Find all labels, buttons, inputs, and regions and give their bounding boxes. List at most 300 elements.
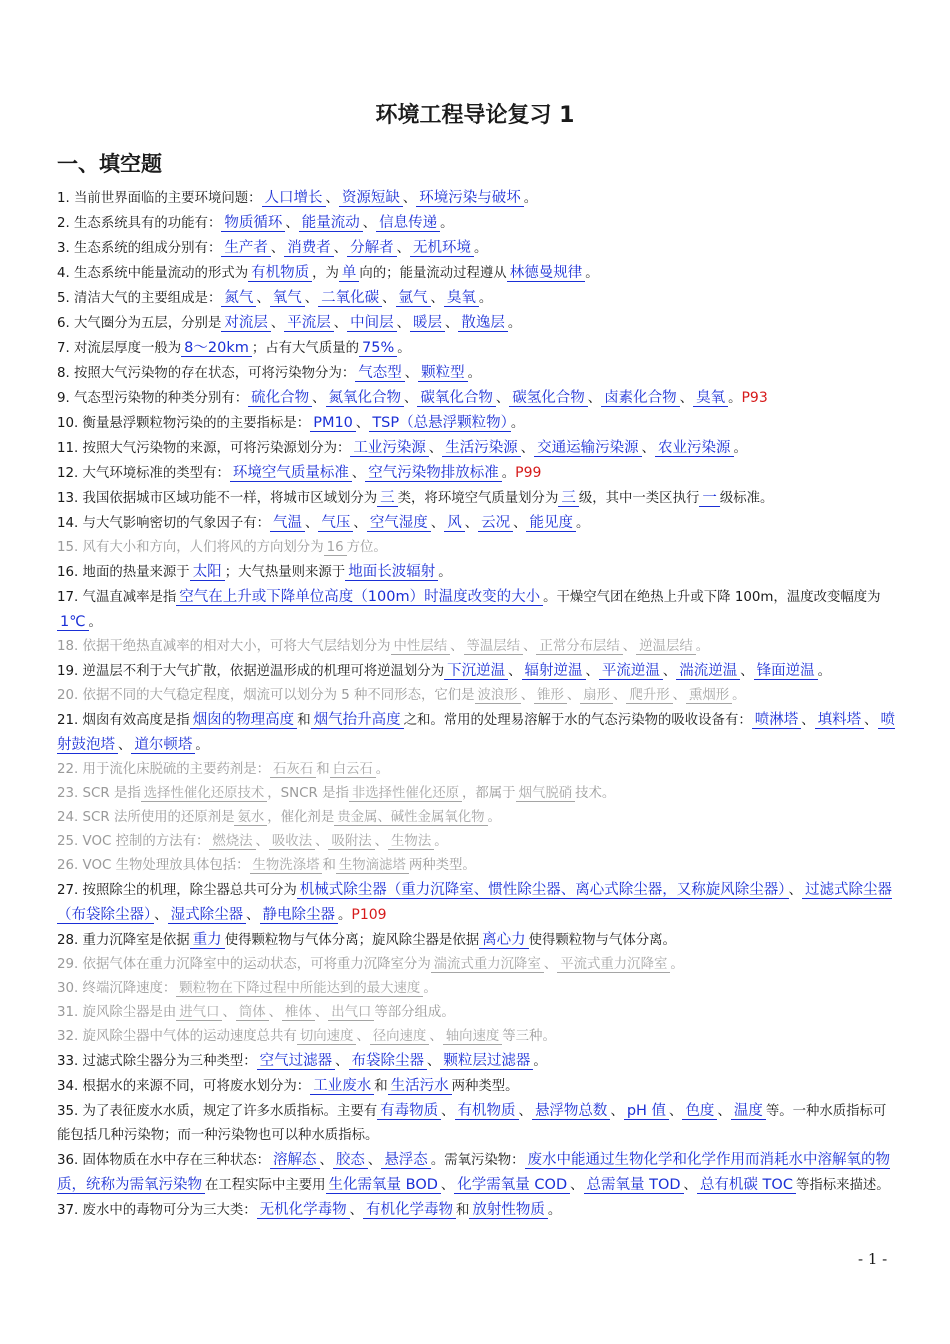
answer-blank: 颗粒层过滤器 [440, 1053, 533, 1070]
question-text: 使得颗粒物与气体分离；旋风除尘器是依据 [224, 933, 480, 948]
answer-blank: 1℃ [57, 614, 89, 631]
question-text: 。 [501, 466, 516, 481]
question-text: 、 [495, 391, 510, 406]
page-reference: P99 [515, 465, 542, 481]
question-text: 、 [440, 1178, 455, 1193]
answer-blank: 径向速度 [370, 1029, 430, 1045]
answer-blank: 椎体 [282, 1005, 315, 1021]
question-text: 、 [543, 957, 558, 972]
question-text: 。 [817, 664, 832, 679]
answer-blank: 布袋除尘器 [349, 1053, 428, 1070]
answer-blank: 中间层 [347, 315, 397, 332]
question-text: 35. 为了表征废水水质，规定了许多水质指标。主要有 [57, 1104, 378, 1119]
answer-blank: 三 [377, 490, 398, 507]
question-item [57, 1049, 897, 1074]
answer-blank: 能量流动 [299, 215, 363, 232]
question-text: 。 [478, 291, 493, 306]
question-text: 。 [695, 639, 710, 654]
question-text: 、 [683, 1178, 697, 1193]
question-text: 。 [438, 565, 452, 580]
question-text: 、 [402, 191, 417, 206]
answer-blank: 气压 [318, 515, 353, 532]
question-text: 。 [487, 810, 501, 825]
question-text: 36. 固体物质在水中存在三种状态： [57, 1153, 271, 1168]
answer-blank: 8～20km [181, 340, 252, 357]
question-item [57, 830, 897, 854]
question-text: 两种类型。 [451, 1079, 519, 1094]
answer-blank: 无机化学毒物 [257, 1202, 350, 1219]
question-text: 、 [445, 316, 459, 331]
question-item [57, 1198, 897, 1223]
question-item [57, 1074, 897, 1099]
answer-blank: 臭氧 [693, 390, 728, 407]
answer-blank: 胶态 [333, 1152, 368, 1169]
question-text: 。 [195, 738, 209, 753]
question-item [57, 436, 897, 461]
answer-blank: 生化需氧量 BOD [326, 1177, 441, 1194]
question-text: 。 [440, 216, 454, 231]
answer-blank: 锥形 [534, 688, 567, 704]
answer-blank: 人口增长 [262, 190, 326, 207]
question-text: 、 [268, 1005, 283, 1020]
answer-blank: 悬浮物总数 [532, 1103, 611, 1120]
answer-blank: 离心力 [479, 932, 529, 949]
answer-blank: 锋面逆温 [754, 663, 818, 680]
question-text: 25. VOC 控制的方法有： [57, 834, 210, 849]
answer-blank: 重力 [190, 932, 225, 949]
question-text: 。 [733, 441, 747, 456]
question-text: 、 [864, 713, 878, 728]
answer-blank: 空气过滤器 [257, 1053, 336, 1070]
answer-blank: 工业废水 [310, 1078, 374, 1095]
answer-blank: 温度 [731, 1103, 766, 1120]
answer-blank: 吸附法 [328, 834, 374, 850]
question-item [57, 659, 897, 684]
answer-blank: 氮氧化合物 [326, 390, 405, 407]
question-item [57, 878, 897, 928]
question-text: ，都属于 [462, 786, 516, 801]
question-text: 19. 逆温层不利于大气扩散，依据逆温形成的机理可将逆温划分为 [57, 664, 445, 679]
question-text: 、 [428, 441, 443, 456]
question-text: 26. VOC 生物处理放具体包括： [57, 858, 250, 873]
question-text: 和 [374, 1079, 388, 1094]
answer-blank: 平流层 [284, 315, 334, 332]
answer-blank: 氮气 [221, 290, 256, 307]
answer-blank: 卤素化合物 [601, 390, 680, 407]
question-text: 8. 按照大气污染物的存在状态，可将污染物分为： [57, 366, 356, 381]
answer-blank: 风 [444, 515, 465, 532]
answer-blank: 空气在上升或下降单位高度（100m）时温度改变的大小 [176, 589, 543, 606]
answer-blank: 下沉逆温 [444, 663, 508, 680]
question-text: 、 [613, 688, 627, 703]
answer-blank: 选择性催化还原技术 [141, 786, 268, 802]
question-item [57, 461, 897, 486]
question-text: 。 [338, 908, 352, 923]
answer-blank: 有毒物质 [377, 1103, 441, 1120]
answer-blank: 一 [699, 490, 720, 507]
question-text: 、 [429, 1029, 443, 1044]
question-text: 12. 大气环境标准的类型有： [57, 466, 230, 481]
answer-blank: 地面长波辐射 [345, 564, 438, 581]
question-text: 14. 与大气影响密切的气象因子有： [57, 516, 271, 531]
question-text: 之和。常用的处理易溶解于水的气态污染物的吸收设备有： [403, 713, 752, 728]
question-text: 。 [728, 391, 742, 406]
question-text: 30. 终端沉降速度： [57, 981, 177, 996]
question-text: 、 [353, 516, 367, 531]
question-item [57, 236, 897, 261]
answer-blank: 吸收法 [269, 834, 315, 850]
question-text: 、 [349, 1203, 364, 1218]
question-text: 。 [575, 516, 590, 531]
answer-blank: 辐射逆温 [522, 663, 586, 680]
answer-blank: 生产者 [221, 240, 271, 257]
question-text: 、 [520, 688, 535, 703]
question-text: 。 [670, 957, 684, 972]
question-text: 、 [801, 713, 815, 728]
question-text: 和 [322, 858, 336, 873]
page-number: - 1 - [858, 1250, 888, 1268]
answer-blank: 烟气脱硝 [516, 786, 576, 802]
question-text: 、 [427, 1054, 441, 1069]
answer-blank: 总需氧量 TOD [584, 1177, 684, 1194]
question-text: 在工程实际中主要用 [205, 1178, 326, 1193]
question-text: 、 [641, 441, 656, 456]
question-text: 。 [585, 266, 599, 281]
answer-blank: TSP（总悬浮颗粒物） [369, 415, 511, 432]
answer-blank: 碳氧化合物 [417, 390, 496, 407]
question-text: ，SNCR 是指 [267, 786, 349, 801]
question-text: 13. 我国依据城市区域功能不一样，将城市区域划分为 [57, 491, 378, 506]
question-item [57, 1001, 897, 1025]
question-text: 。 [467, 366, 482, 381]
question-text: 、 [518, 1104, 532, 1119]
answer-blank: 中性层结 [391, 639, 451, 655]
question-text: 使得颗粒物与气体分离。 [528, 933, 676, 948]
question-text: 向的；能量流动过程遵从 [359, 266, 507, 281]
answer-blank: 熏烟形 [686, 688, 732, 704]
question-text: 、 [508, 664, 522, 679]
question-list [57, 186, 897, 1223]
answer-blank: 贵金属、碱性金属氧化物 [334, 810, 487, 826]
question-item [57, 486, 897, 511]
question-text: 、 [314, 1005, 329, 1020]
question-text: 23. SCR 是指 [57, 786, 141, 801]
question-text: 。 [423, 981, 437, 996]
question-text: 、 [305, 516, 319, 531]
answer-blank: 能见度 [526, 515, 576, 532]
question-text: 、 [566, 688, 581, 703]
answer-blank: 悬浮态 [381, 1152, 431, 1169]
answer-blank: 平流式重力沉降室 [557, 957, 670, 973]
question-item [57, 211, 897, 236]
question-text: 、 [396, 316, 411, 331]
page-reference: P93 [741, 390, 768, 406]
answer-blank: 石灰石 [270, 762, 316, 778]
answer-blank: 喷射鼓泡塔 [57, 712, 896, 753]
answer-blank: 化学需氧量 COD [454, 1177, 570, 1194]
question-text: 、 [587, 391, 602, 406]
question-item [57, 186, 897, 211]
answer-blank: 有机物质 [455, 1103, 519, 1120]
question-text: 、 [404, 366, 419, 381]
answer-blank: 等温层结 [464, 639, 524, 655]
answer-blank: 生活污染源 [442, 440, 521, 457]
question-text: 、 [788, 883, 802, 898]
answer-blank: 暖层 [410, 315, 445, 332]
answer-blank: 75% [359, 340, 397, 357]
question-text: 、 [315, 834, 329, 849]
question-text: 10. 衡量悬浮颗粒物污染的的主要指标是： [57, 416, 311, 431]
question-text: 、 [362, 216, 377, 231]
question-text: 、 [319, 1153, 333, 1168]
answer-blank: 氨水 [234, 810, 267, 826]
question-text: 、 [367, 1153, 382, 1168]
answer-blank: 有机化学毒物 [363, 1202, 456, 1219]
answer-blank: 生物洗涤塔 [250, 858, 323, 874]
question-text: 。 [523, 191, 538, 206]
question-text: 。 [547, 1203, 562, 1218]
question-text: 。 [375, 762, 390, 777]
question-text: 17. 气温直减率是指 [57, 590, 177, 605]
section-heading: 一、填空题 [57, 152, 162, 176]
question-text: 、 [312, 391, 326, 406]
question-text: 。 [507, 316, 522, 331]
question-text: 、 [374, 834, 389, 849]
question-text: 、 [270, 316, 285, 331]
question-text: 、 [222, 1005, 236, 1020]
question-text: 1. 当前世界面临的主要环境问题： [57, 191, 262, 206]
question-text: 27. 按照除尘的机理，除尘器总共可分为 [57, 883, 297, 898]
question-text: 、 [520, 441, 535, 456]
answer-blank: 波浪形 [475, 688, 521, 704]
answer-blank: PM10 [310, 415, 356, 432]
question-item [57, 560, 897, 585]
question-text: 。 [533, 1054, 547, 1069]
question-text: 。需氧污染物： [430, 1153, 525, 1168]
answer-blank: 道尔顿塔 [131, 737, 195, 754]
answer-blank: 静电除尘器 [260, 907, 339, 924]
question-text: 和 [316, 762, 330, 777]
question-text: 6. 大气圈分为五层，分别是 [57, 316, 222, 331]
question-text: 2. 生态系统具有的功能有： [57, 216, 222, 231]
answer-blank: 农业污染源 [655, 440, 734, 457]
answer-blank: 空气湿度 [367, 515, 431, 532]
answer-blank: 扇形 [580, 688, 613, 704]
answer-blank: 出气口 [328, 1005, 374, 1021]
question-text: 和 [456, 1203, 470, 1218]
question-item [57, 953, 897, 977]
answer-blank: 颗粒物在下降过程中所能达到的最大速度 [176, 981, 423, 997]
answer-blank: 氧气 [270, 290, 305, 307]
answer-blank: 消费者 [284, 240, 334, 257]
question-text: 。 [434, 834, 448, 849]
answer-blank: 正常分布层结 [536, 639, 622, 655]
question-text: 、 [610, 1104, 624, 1119]
question-item [57, 708, 897, 758]
question-text: 。 [474, 241, 488, 256]
question-text: ；大气热量则来源于 [224, 565, 346, 580]
answer-blank: 废水中能通过生物化学和化学作用而消耗水中溶解氧的物质，统称为需氧污染物 [57, 1152, 891, 1193]
question-text: 、 [622, 639, 637, 654]
question-item [57, 758, 897, 782]
question-text: 等。一种水质指标可能包括几种污染物；而一种污染物也可以种水质指标。 [57, 1104, 887, 1143]
question-text: 、 [382, 291, 396, 306]
page-title: 环境工程导论复习 1 [375, 103, 575, 128]
answer-blank: 散逸层 [458, 315, 508, 332]
question-text: 、 [304, 291, 319, 306]
question-text: 、 [154, 908, 168, 923]
question-text: 、 [717, 1104, 731, 1119]
question-item [57, 1025, 897, 1049]
question-text: 、 [464, 516, 479, 531]
answer-blank: 轴向速度 [443, 1029, 503, 1045]
answer-blank: 臭氧 [444, 290, 479, 307]
answer-blank: 平流逆温 [599, 663, 663, 680]
answer-blank: 环境污染与破坏 [416, 190, 524, 207]
question-text: 。干燥空气团在绝热上升或下降 100m，温度改变幅度为 [543, 590, 881, 605]
question-text: 、 [356, 1029, 370, 1044]
question-item [57, 928, 897, 953]
question-text: 方位。 [346, 540, 387, 555]
answer-blank: 云况 [478, 515, 513, 532]
question-text: 21. 烟囱有效高度是指 [57, 713, 190, 728]
question-text: ；占有大气质量的 [251, 341, 359, 356]
answer-blank: 无机环境 [410, 240, 474, 257]
question-text: 20. 依据不同的大气稳定程度，烟流可以划分为 5 种不同形态，它们是 [57, 688, 475, 703]
question-item [57, 977, 897, 1001]
question-item [57, 854, 897, 878]
answer-blank: 湍流逆温 [676, 663, 740, 680]
answer-blank: 氩气 [396, 290, 431, 307]
answer-blank: 气态型 [355, 365, 405, 382]
question-text: 3. 生态系统的组成分别有： [57, 241, 222, 256]
question-item [57, 286, 897, 311]
question-text: 、 [404, 391, 418, 406]
answer-blank: 湍流式重力沉降室 [431, 957, 544, 973]
answer-blank: 分解者 [347, 240, 397, 257]
question-item [57, 411, 897, 436]
question-text: 、 [118, 738, 132, 753]
question-text: 11. 按照大气污染物的来源，可将污染源划分为： [57, 441, 351, 456]
question-text: ，催化剂是 [267, 810, 335, 825]
answer-blank: pH 值 [624, 1103, 669, 1120]
answer-blank: 非选择性催化还原 [349, 786, 462, 802]
question-text: 。 [397, 341, 411, 356]
answer-blank: 烟气抬升高度 [311, 712, 404, 729]
answer-blank: 环境空气质量标准 [230, 465, 352, 482]
question-item [57, 1148, 897, 1198]
page-reference: P109 [351, 907, 387, 923]
question-item [57, 585, 897, 635]
question-text: 、 [430, 516, 445, 531]
question-text: 、 [255, 834, 269, 849]
question-text: 33. 过滤式除尘器分为三种类型： [57, 1054, 257, 1069]
question-item [57, 1099, 897, 1148]
question-text: 、 [585, 664, 599, 679]
answer-blank: 资源短缺 [339, 190, 403, 207]
question-text: 32. 旋风除尘器中气体的运动速度总共有 [57, 1029, 297, 1044]
question-item [57, 806, 897, 830]
question-text: 级标准。 [719, 491, 774, 506]
answer-blank: 湿式除尘器 [168, 907, 247, 924]
question-text: 、 [523, 639, 537, 654]
question-text: 、 [285, 216, 299, 231]
question-text: 18. 依据干绝热直减率的相对大小，可将大气层结划分为 [57, 639, 391, 654]
answer-blank: 白云石 [330, 762, 376, 778]
question-text: 、 [570, 1178, 584, 1193]
question-text: ，为 [312, 266, 339, 281]
question-text: 28. 重力沉降室是依据 [57, 933, 190, 948]
question-text: 、 [351, 466, 366, 481]
question-text: 级，其中一类区执行 [578, 491, 700, 506]
question-text: 16. 地面的热量来源于 [57, 565, 190, 580]
answer-blank: 放射性物质 [469, 1202, 548, 1219]
question-item [57, 361, 897, 386]
question-text: 、 [672, 688, 686, 703]
question-item [57, 336, 897, 361]
answer-blank: 喷淋塔 [752, 712, 802, 729]
question-item [57, 386, 897, 411]
answer-blank: 交通运输污染源 [534, 440, 642, 457]
question-text: 、 [333, 241, 348, 256]
question-text: 、 [679, 391, 694, 406]
question-text: 、 [355, 416, 370, 431]
question-text: 等指标来描述。 [795, 1178, 890, 1193]
question-text: 等部分组成。 [374, 1005, 455, 1020]
question-text: 、 [396, 241, 411, 256]
question-text: 和 [297, 713, 311, 728]
answer-blank: 信息传递 [376, 215, 440, 232]
question-text: 技术。 [575, 786, 616, 801]
answer-blank: 硫化合物 [248, 390, 312, 407]
question-item [57, 635, 897, 659]
answer-blank: 逆温层结 [636, 639, 696, 655]
answer-blank: 工业污染源 [350, 440, 429, 457]
question-text: 。 [88, 615, 102, 630]
answer-blank: 林德曼规律 [507, 265, 586, 282]
question-item [57, 311, 897, 336]
answer-blank: 物质循环 [221, 215, 285, 232]
question-text: 。 [732, 688, 746, 703]
answer-blank: 燃烧法 [209, 834, 255, 850]
question-text: 、 [325, 191, 339, 206]
question-text: 4. 生态系统中能量流动的形式为 [57, 266, 249, 281]
question-text: 类，将环境空气质量划分为 [397, 491, 559, 506]
question-item [57, 511, 897, 536]
answer-blank: 对流层 [221, 315, 271, 332]
answer-blank: 生活污水 [388, 1078, 452, 1095]
question-text: 、 [430, 291, 444, 306]
question-text: 、 [662, 664, 677, 679]
question-item [57, 782, 897, 806]
answer-blank: 颗粒型 [418, 365, 468, 382]
answer-blank: 填料塔 [815, 712, 865, 729]
answer-blank: 太阳 [190, 564, 225, 581]
question-text: 、 [450, 639, 464, 654]
answer-blank: 总有机碳 TOC [697, 1177, 796, 1194]
question-text: 、 [256, 291, 270, 306]
question-text: 15. 风有大小和方向，人们将风的方向划分为 [57, 540, 324, 555]
question-item [57, 261, 897, 286]
answer-blank: 16 [324, 540, 347, 556]
answer-blank: 三 [558, 490, 579, 507]
question-text: 、 [669, 1104, 683, 1119]
question-text: 、 [270, 241, 285, 256]
question-text: 24. SCR 法所使用的还原剂是 [57, 810, 235, 825]
answer-blank: 色度 [682, 1103, 717, 1120]
question-text: 7. 对流层厚度一般为 [57, 341, 182, 356]
question-text: 、 [335, 1054, 349, 1069]
